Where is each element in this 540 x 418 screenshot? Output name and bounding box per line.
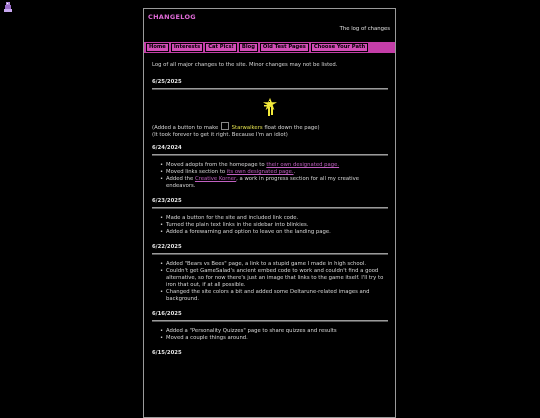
nav-home-button[interactable]: Home	[146, 43, 169, 52]
entry-date: 6/23/2025	[152, 198, 182, 204]
adopts-page-link[interactable]: their own designated page.	[266, 162, 340, 168]
list-item: • Added the Creative Korner, a work in progress section for all my creative endeavors.	[160, 176, 388, 190]
nav-old-test-pages-button[interactable]: Old Test Pages	[260, 43, 309, 52]
entry-date: 6/15/2025	[152, 350, 182, 356]
page-title: CHANGELOG	[148, 13, 196, 21]
entry-list	[152, 215, 388, 236]
starwalker-note: (Added a button to make Starwalkers float down the page)	[152, 122, 388, 132]
entry-note: (It took forever to get it right. Because I'm an idiot)	[152, 132, 288, 138]
nav-choose-your-path-button[interactable]: Choose Your Path	[311, 43, 368, 52]
list-item: • Moved adopts from the homepage to their own designated page.	[160, 162, 388, 169]
list-item: • Turned the plain text links in the sidebar into blinkies.	[160, 222, 388, 229]
creative-korner-link[interactable]: Creative Korner	[194, 176, 237, 182]
nav-blog-button[interactable]: Blog	[239, 43, 258, 52]
divider	[152, 207, 388, 209]
list-item: • Made a button for the site and included link code.	[160, 215, 388, 222]
changelog-content	[152, 59, 388, 357]
entry-date: 6/16/2025	[152, 311, 182, 317]
starwalker-icon[interactable]	[260, 96, 280, 118]
divider	[152, 154, 388, 156]
changelog-panel	[143, 8, 396, 418]
entry-date: 6/22/2025	[152, 244, 182, 250]
entry-list	[152, 328, 388, 342]
links-page-link[interactable]: its own designated page.	[226, 169, 294, 175]
intro-text: Log of all major changes to the site. Minor changes may not be listed.	[152, 62, 338, 68]
page-subtitle: The log of changes	[339, 26, 390, 32]
nav-bar	[144, 42, 395, 53]
entry-date: 6/24/2024	[152, 145, 182, 151]
starwalkers-highlight: Starwalkers	[231, 125, 263, 131]
pixel-character-icon	[2, 1, 14, 13]
list-item: • Moved a couple things around.	[160, 335, 388, 342]
nav-interests-button[interactable]: Interests	[171, 43, 203, 52]
starwalker-area	[152, 96, 388, 122]
list-item: • Couldn't get GameSalad's ancient embed code to work and couldn't find a good alternative, so for now there's just an image that links to the game itself. I'll try to iron that out, if at all possible.	[160, 268, 388, 289]
list-item: • Moved links section to its own designated page..	[160, 169, 388, 176]
page-header	[144, 9, 395, 42]
nav-cat-pics-button[interactable]: Cat Pics!	[205, 43, 237, 52]
list-item: • Added a forewarning and option to leave on the landing page.	[160, 229, 388, 236]
list-item: • Changed the site colors a bit and added some Deltarune-related images and background.	[160, 289, 388, 303]
divider	[152, 320, 388, 322]
list-item: • Added "Bears vs Bees" page, a link to a stupid game I made in high school.	[160, 261, 388, 268]
broken-image-icon[interactable]	[221, 122, 229, 130]
entry-list	[152, 162, 388, 190]
entry-date: 6/25/2025	[152, 79, 182, 85]
entry-list	[152, 261, 388, 303]
divider	[152, 88, 388, 90]
divider	[152, 253, 388, 255]
list-item: • Added a "Personality Quizzes" page to share quizzes and results	[160, 328, 388, 335]
